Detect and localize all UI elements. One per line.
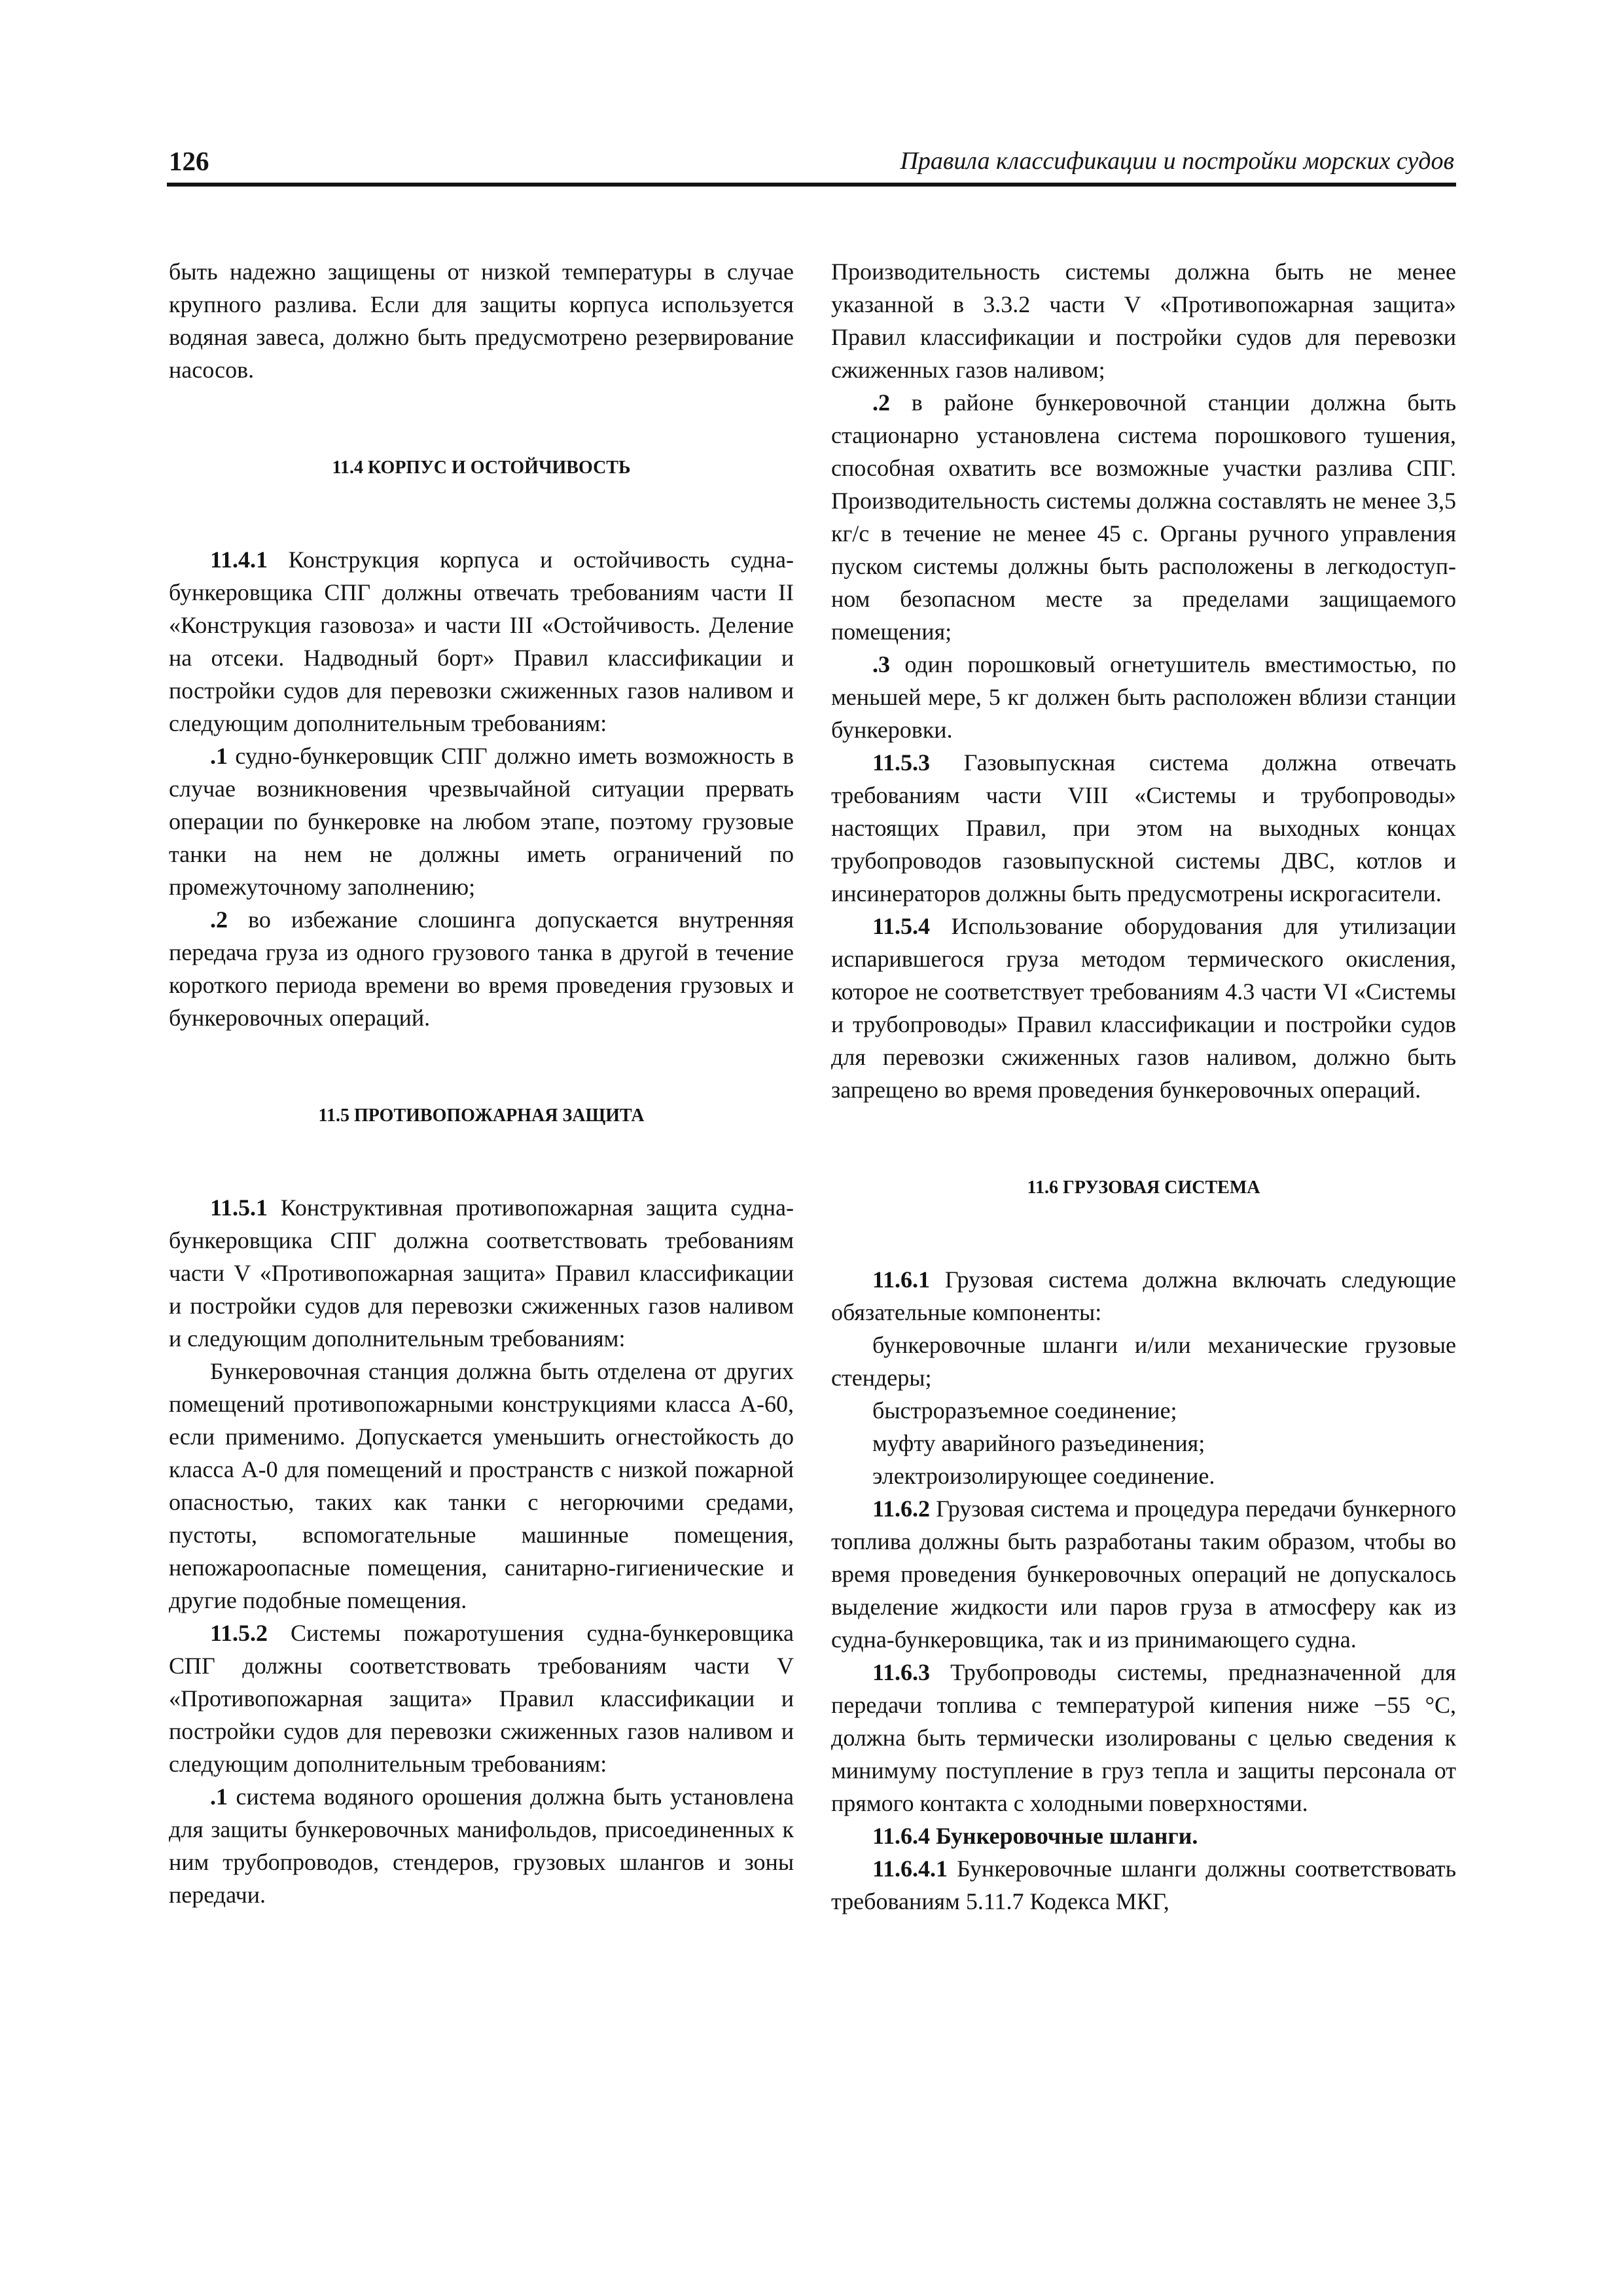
- list-item: .2 в районе бункеровочной станции должна быть стационарно установлена система порошкового тушения, способная охватить все возможные участки разлива СПГ. Производительность системы должна составлять не менее 3,5 кг/с в течение не менее 45 с. Органы ручного управления пуском системы должны быть расположены в легкодоступном безопасном месте за пределами защищаемого помещения;: [831, 389, 1456, 645]
- clause-number: 11.5.4: [872, 913, 931, 939]
- clause-number: 11.5.3: [872, 749, 931, 776]
- paragraph-11-4-1: 11.4.1 Конструкция корпуса и остойчивость судна-бункеровщика СПГ должны отвечать требованиям части II «Конструкция газовоза» и части III «Остойчивость. Деление на отсеки. Надводный борт» Правил классификации и постройки судов для перевозки сжиженных газов наливом и следующим дополнительным требованиям:: [169, 547, 794, 736]
- section-heading-11-5: 11.5 ПРОТИВОПОЖАРНАЯ ЗАЩИТА: [318, 1105, 645, 1126]
- component-item: быстроразъемное соединение;: [872, 1397, 1177, 1424]
- clause-number: 11.5.2: [210, 1620, 268, 1646]
- clause-number: 11.4.1: [210, 547, 268, 573]
- clause-number: 11.6.1: [872, 1266, 931, 1293]
- paragraph: Бункеровочная станция должна быть отделена от других помещений противопожарными конструкциями класса А-60, если применимо. Допускается уменьшить огнестойкость до класса А-0 для помещений и пространств с низкой пожарной опасностью, таких как танки с негорючими средами, пустоты, вспомогательные машинные помещения, непожароопасные помещения, санитарно-гигиенические и другие подобные помещения.: [169, 1358, 794, 1613]
- paragraph-11-6-4: [831, 1820, 1456, 1852]
- paragraph-11-6-4-1: 11.6.4.1 Бункеровочные шланги должны соответствовать требованиям 5.11.7 Кодекса МКГ,: [831, 1856, 1456, 1914]
- section-heading-11-4: 11.4 КОРПУС И ОСТОЙЧИВОСТЬ: [332, 457, 631, 478]
- left-column: [169, 255, 794, 1911]
- paragraph-11-5-2: 11.5.2 Системы пожаротушения судна-бункеровщика СПГ должны соответствовать требованиям части V «Противопожарная защита» Правил классификации и постройки судов для перевозки сжиженных газов наливом и следующим дополнительным требованиям:: [169, 1620, 794, 1777]
- list-item: .1 система водяного орошения должна быть установлена для защиты бункеровочных манифольдов, присоединенных к ним трубопроводов, стендеров, грузовых шлангов и зоны передачи.: [169, 1784, 794, 1908]
- item-number: .3: [872, 651, 890, 677]
- paragraph-11-6-2: 11.6.2 Грузовая система и процедура передачи бункерного топлива должны быть разработаны таким образом, чтобы во время проведения бункеровочных операций не допускалось выделение жидкости или паров груза в атмосферу как из судна-бункеровщика, так и из принимающего судна.: [831, 1496, 1456, 1653]
- clause-number: 11.6.4.1: [872, 1856, 948, 1882]
- item-number: .1: [210, 1784, 228, 1810]
- clause-number: 11.6.3: [872, 1659, 931, 1685]
- clause-number: 11.6.4: [872, 1823, 931, 1849]
- header-rule: [167, 183, 1456, 187]
- paragraph-11-6-1: 11.6.1 Грузовая система должна включать следующие обязательные компоненты:: [831, 1266, 1456, 1325]
- paragraph-11-5-3: 11.5.3 Газовыпускная система должна отвечать требованиям части VIII «Системы и трубопроводы» настоящих Правил, при этом на выходных концах трубопроводов газовыпускной системы ДВС, котлов и инсинераторов должны быть предусмотрены искрогасители.: [831, 749, 1456, 906]
- item-number: .2: [210, 906, 228, 933]
- list-item: .3 один порошковый огнетушитель вместимостью, по меньшей мере, 5 кг должен быть расположен вблизи станции бункеровки.: [831, 651, 1456, 743]
- section-heading-11-6: 11.6 ГРУЗОВАЯ СИСТЕМА: [1027, 1177, 1260, 1198]
- list-item: .1 судно-бункеровщик СПГ должно иметь возможность в случае возникновения чрезвычайной ситуации прервать операции по бункеровке на любом этапе, поэтому грузовые танки на нем не должны иметь ограничений по промежуточному заполнению;: [169, 743, 794, 900]
- item-number: .2: [872, 389, 890, 416]
- component-item: электроизолирующее соединение.: [872, 1463, 1215, 1489]
- component-item: бункеровочные шланги и/или механические грузовые стендеры;: [831, 1332, 1456, 1391]
- running-header: Правила классификации и постройки морских судов: [900, 147, 1454, 175]
- clause-number: 11.6.2: [872, 1496, 931, 1522]
- paragraph-11-5-1: 11.5.1 Конструктивная противопожарная защита судна-бункеровщика СПГ должна соответствовать требованиям части V «Противопожарная защита» Правил классификации и постройки судов для перевозки сжиженных газов наливом и следующим дополнительным требованиям:: [169, 1194, 794, 1352]
- clause-number: 11.5.1: [210, 1194, 268, 1221]
- item-number: .1: [210, 743, 228, 769]
- right-column: [831, 255, 1456, 1918]
- page-number: 126: [169, 146, 209, 176]
- paragraph-11-5-4: 11.5.4 Использование оборудования для утилизации испарившегося груза методом термического окисления, которое не соответствует требованиям 4.3 части VI «Системы и трубопроводы» Правил классификации и постройки судов для перевозки сжиженных газов наливом, должно быть запрещено во время проведения бункеровочных операций.: [831, 913, 1456, 1103]
- paragraph: Производительность системы должна быть не менее указанной в 3.3.2 части V «Противопожарная защита» Правил классификации и постройки судов для перевозки сжиженных газов наливом;: [831, 259, 1456, 383]
- paragraph-11-6-3: 11.6.3 Трубопроводы системы, предназначенной для передачи топлива с температурой кипения ниже −55 °С, должна быть термически изолированы с целью сведения к минимуму поступление в груз тепла и защиты персонала от прямого контакта с холодными поверхностями.: [831, 1659, 1456, 1816]
- component-item: муфту аварийного разъединения;: [872, 1430, 1205, 1456]
- clause-title: Бункеровочные шланги.: [930, 1823, 1198, 1849]
- paragraph: быть надежно защищены от низкой температуры в случае крупного разлива. Если для защиты корпуса используется водяная завеса, должно быть предусмотрено резервирование насосов.: [169, 259, 794, 383]
- list-item: .2 во избежание слошинга допускается внутренняя передача груза из одного грузового танка в другой в течение короткого периода времени во время проведения грузовых и бункеровочных операций.: [169, 906, 794, 1031]
